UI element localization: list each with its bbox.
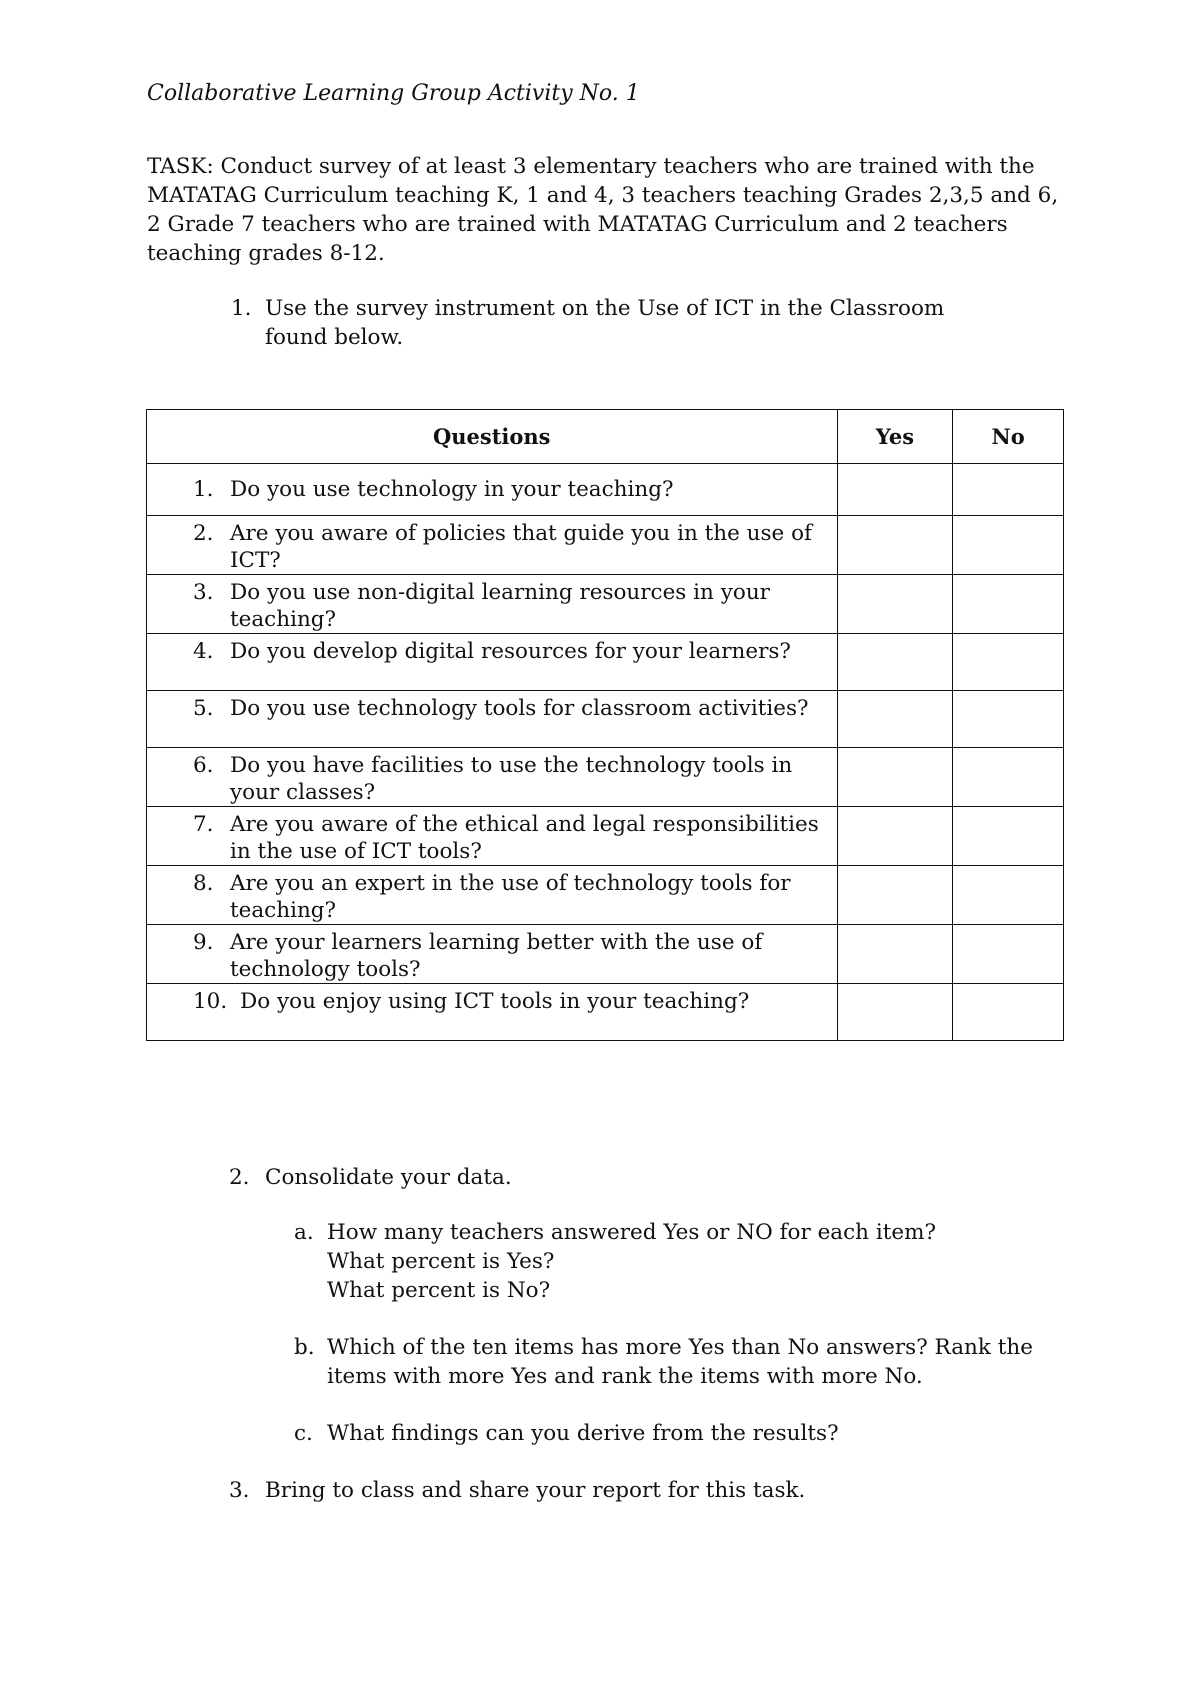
question-cell bbox=[147, 575, 838, 634]
sub-item-line: How many teachers answered Yes or NO for each item? bbox=[327, 1220, 937, 1245]
yes-cell[interactable] bbox=[837, 575, 953, 634]
question-text: Do you use non-digital learning resources in your teaching? bbox=[230, 580, 770, 632]
step-number: 2. bbox=[229, 1165, 250, 1190]
table-row bbox=[147, 464, 1064, 516]
question-cell bbox=[147, 516, 838, 575]
no-cell[interactable] bbox=[953, 807, 1064, 866]
no-cell[interactable] bbox=[953, 575, 1064, 634]
question-number: 3. bbox=[193, 580, 214, 605]
question-text: Do you develop digital resources for your learners? bbox=[230, 639, 791, 664]
table-header-row bbox=[147, 410, 1064, 464]
question-cell bbox=[147, 866, 838, 925]
question-text: Are you aware of policies that guide you in the use of ICT? bbox=[230, 521, 813, 573]
table-row bbox=[147, 634, 1064, 691]
sub-item-text bbox=[327, 1218, 1054, 1305]
header-no: No bbox=[953, 410, 1064, 464]
header-questions: Questions bbox=[147, 410, 838, 464]
step-1 bbox=[231, 294, 1011, 352]
question-text: Do you enjoy using ICT tools in your teaching? bbox=[240, 989, 750, 1014]
question-number: 5. bbox=[193, 696, 214, 721]
question-number: 2. bbox=[193, 521, 214, 546]
yes-cell[interactable] bbox=[837, 464, 953, 516]
question-number: 9. bbox=[193, 930, 214, 955]
no-cell[interactable] bbox=[953, 866, 1064, 925]
yes-cell[interactable] bbox=[837, 691, 953, 748]
no-cell[interactable] bbox=[953, 748, 1064, 807]
question-cell bbox=[147, 691, 838, 748]
table-row bbox=[147, 516, 1064, 575]
question-cell bbox=[147, 748, 838, 807]
sub-item-text: What findings can you derive from the results? bbox=[327, 1421, 839, 1446]
question-cell bbox=[147, 807, 838, 866]
question-text: Do you use technology tools for classroom activities? bbox=[230, 696, 809, 721]
step-number: 3. bbox=[229, 1478, 250, 1503]
header-yes: Yes bbox=[837, 410, 953, 464]
question-number: 1. bbox=[193, 477, 214, 502]
sub-item-b bbox=[294, 1333, 1054, 1391]
no-cell[interactable] bbox=[953, 691, 1064, 748]
yes-cell[interactable] bbox=[837, 866, 953, 925]
yes-cell[interactable] bbox=[837, 984, 953, 1041]
table-row bbox=[147, 807, 1064, 866]
step-2 bbox=[229, 1163, 1067, 1192]
no-cell[interactable] bbox=[953, 464, 1064, 516]
question-text: Do you use technology in your teaching? bbox=[230, 477, 674, 502]
table-row bbox=[147, 866, 1064, 925]
question-number: 10. bbox=[193, 989, 228, 1014]
question-text: Do you have facilities to use the technology tools in your classes? bbox=[230, 753, 793, 805]
step-text: Consolidate your data. bbox=[265, 1165, 512, 1190]
sub-item-line: What percent is Yes? bbox=[327, 1249, 555, 1274]
yes-cell[interactable] bbox=[837, 634, 953, 691]
step-number: 1. bbox=[231, 296, 252, 321]
step-text: Bring to class and share your report for this task. bbox=[265, 1478, 806, 1503]
question-cell bbox=[147, 925, 838, 984]
question-number: 8. bbox=[193, 871, 214, 896]
question-cell bbox=[147, 984, 838, 1041]
yes-cell[interactable] bbox=[837, 925, 953, 984]
question-text: Are your learners learning better with the use of technology tools? bbox=[230, 930, 763, 982]
instructions-after-table bbox=[147, 1163, 1067, 1505]
question-number: 4. bbox=[193, 639, 214, 664]
task-paragraph: TASK: Conduct survey of at least 3 elementary teachers who are trained with the MATATAG Curriculum teaching K, 1 and 4, 3 teachers teaching Grades 2,3,5 and 6, 2 Grade 7 teachers who are trained with MATATAG Curriculum and 2 teachers teaching grades 8-12. bbox=[147, 154, 1059, 266]
yes-cell[interactable] bbox=[837, 748, 953, 807]
no-cell[interactable] bbox=[953, 516, 1064, 575]
question-text: Are you aware of the ethical and legal responsibilities in the use of ICT tools? bbox=[230, 812, 819, 864]
sub-item-c bbox=[294, 1419, 1054, 1448]
sub-item-letter: c. bbox=[294, 1421, 313, 1446]
no-cell[interactable] bbox=[953, 634, 1064, 691]
survey-table bbox=[146, 409, 1064, 1041]
sub-item-line: What percent is No? bbox=[327, 1278, 551, 1303]
yes-cell[interactable] bbox=[837, 516, 953, 575]
question-cell bbox=[147, 634, 838, 691]
step-3 bbox=[229, 1476, 1067, 1505]
sub-item-letter: b. bbox=[294, 1335, 315, 1360]
question-number: 7. bbox=[193, 812, 214, 837]
no-cell[interactable] bbox=[953, 984, 1064, 1041]
yes-cell[interactable] bbox=[837, 807, 953, 866]
no-cell[interactable] bbox=[953, 925, 1064, 984]
document-page bbox=[147, 80, 1067, 1503]
consolidation-sub-list bbox=[294, 1218, 1054, 1448]
question-text: Are you an expert in the use of technology tools for teaching? bbox=[230, 871, 791, 923]
table-row bbox=[147, 925, 1064, 984]
question-number: 6. bbox=[193, 753, 214, 778]
sub-item-text: Which of the ten items has more Yes than No answers? Rank the items with more Yes and rank the items with more No. bbox=[327, 1335, 1033, 1389]
document-title: Collaborative Learning Group Activity No. 1 bbox=[147, 81, 640, 106]
table-row bbox=[147, 575, 1064, 634]
table-row bbox=[147, 984, 1064, 1041]
table-row bbox=[147, 748, 1064, 807]
step-text: Use the survey instrument on the Use of ICT in the Classroom found below. bbox=[265, 296, 945, 350]
question-cell bbox=[147, 464, 838, 516]
sub-item-letter: a. bbox=[294, 1220, 314, 1245]
sub-item-a bbox=[294, 1218, 1054, 1305]
table-row bbox=[147, 691, 1064, 748]
